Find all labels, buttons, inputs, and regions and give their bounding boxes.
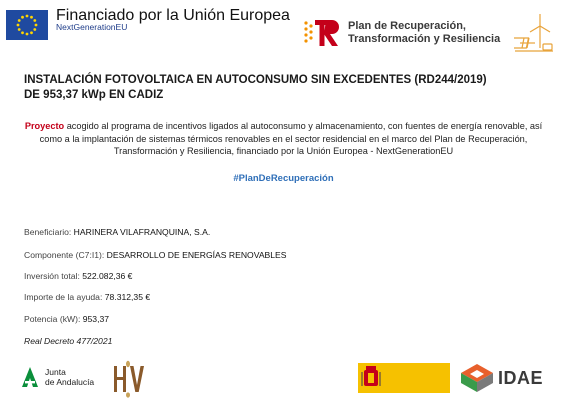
junta-andalucia-logo <box>20 366 94 388</box>
ayuda-label: Importe de la ayuda: <box>24 292 103 302</box>
ayuda-value: 78.312,35 € <box>102 292 151 302</box>
plan-recuperacion-text <box>348 20 500 46</box>
eu-funding-logo <box>6 7 290 40</box>
idae-mark-icon <box>460 363 494 393</box>
eu-line-2: la Unión Europea <box>166 7 290 24</box>
potencia-value: 953,37 <box>80 314 110 324</box>
junta-andalucia-icon <box>20 366 40 388</box>
plan-line-2: Transformación y Resiliencia <box>348 33 501 45</box>
title-line-1: INSTALACIÓN FOTOVOLTAICA EN AUTOCONSUMO SIN EXCEDENTES (RD244/2019) <box>24 74 487 86</box>
beneficiario-row <box>24 227 210 237</box>
idae-text: IDAE <box>498 367 544 388</box>
ministerio-logo <box>358 363 450 393</box>
componente-row <box>24 250 287 260</box>
title-line-2: DE 953,37 kWp EN CADIZ <box>24 89 164 101</box>
beneficiario-label: Beneficiario: <box>24 227 72 237</box>
prtr-mark-icon <box>302 17 342 49</box>
junta-andalucia-text <box>45 367 94 387</box>
real-decreto: Real Decreto 477/2021 <box>24 336 113 346</box>
description-body: acogido al programa de incentivos ligados al autoconsumo y almacenamiento, con fuentes de energía renovable, así como a la implantación de sistemas térmicos renovables en el sector residencial en el marco del Plan de Recuperación, Transformación y Resiliencia, financiado por la Unión Europea - NextGenerationEU <box>39 121 543 156</box>
junta-line-1: Junta <box>45 367 66 377</box>
description-lead: Proyecto <box>24 121 65 131</box>
potencia-label: Potencia (kW): <box>24 314 81 324</box>
componente-label: Componente (C7:I1): <box>24 250 105 260</box>
project-description <box>22 120 545 158</box>
ayuda-row <box>24 292 150 302</box>
spain-shield-icon <box>361 365 381 391</box>
componente-value: DESARROLLO DE ENERGÍAS RENOVABLES <box>104 250 287 260</box>
inversion-row <box>24 271 132 281</box>
inversion-value: 522.082,36 € <box>79 271 133 281</box>
project-title <box>24 73 544 103</box>
eu-line-1: Financiado por <box>56 7 162 24</box>
idae-logo <box>460 363 543 393</box>
ministerio-text <box>384 371 385 386</box>
renewable-energy-icon <box>514 12 554 54</box>
eu-flag-icon <box>6 10 48 40</box>
plan-line-1: Plan de Recuperación, <box>348 20 466 32</box>
plan-recuperacion-logo <box>302 17 500 49</box>
inversion-label: Inversión total: <box>24 271 80 281</box>
eu-line-3: NextGenerationEU <box>56 22 128 32</box>
junta-line-2: de Andalucía <box>45 377 95 387</box>
eu-funding-text <box>56 7 290 33</box>
potencia-row <box>24 314 109 324</box>
hashtag: #PlanDeRecuperación <box>233 173 334 184</box>
harinera-logo <box>112 360 146 398</box>
beneficiario-value: HARINERA VILAFRANQUINA, S.A. <box>71 227 211 237</box>
